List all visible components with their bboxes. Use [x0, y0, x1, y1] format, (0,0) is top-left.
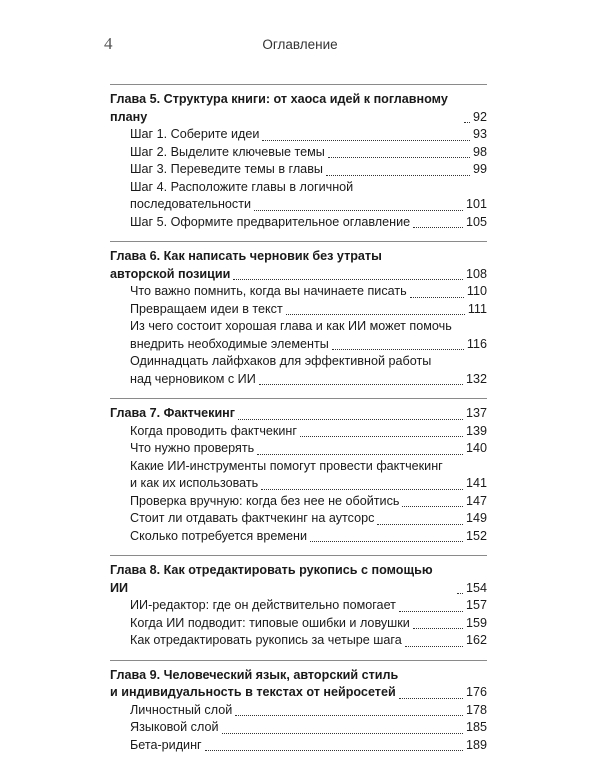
- toc-entry[interactable]: [110, 336, 487, 354]
- toc-entry[interactable]: [110, 196, 487, 214]
- entry-title: Шаг 1. Соберите идеи: [130, 127, 260, 141]
- dot-leader: [259, 372, 463, 385]
- chapter-heading[interactable]: [110, 91, 487, 126]
- dot-leader: [310, 529, 463, 542]
- dot-leader: [328, 145, 470, 158]
- dot-leader: [205, 738, 463, 751]
- page-ref: 98: [472, 144, 487, 159]
- dot-leader: [222, 721, 463, 734]
- chapter-title: Глава 5. Структура книги: от хаоса идей к поглавному плану: [110, 92, 448, 124]
- toc-entry[interactable]: [110, 126, 487, 144]
- page-ref: 162: [465, 633, 487, 647]
- running-title: Оглавление: [262, 37, 338, 52]
- chapter-title: и индивидуальность в текстах от нейросетей: [110, 685, 396, 699]
- page-ref: 185: [465, 720, 487, 734]
- dot-leader: [405, 634, 463, 647]
- page-ref: 141: [465, 476, 487, 490]
- page-ref: 105: [465, 214, 487, 229]
- page-ref: 147: [465, 493, 487, 508]
- entry-title: Когда ИИ подводит: типовые ошибки и ловушки: [130, 615, 410, 630]
- chapter-heading[interactable]: [110, 266, 487, 284]
- dot-leader: [399, 599, 463, 612]
- page-ref: 93: [472, 127, 487, 141]
- entry-title: Одиннадцать лайфхаков для эффективной работы: [130, 354, 432, 368]
- page-ref: 152: [465, 528, 487, 543]
- toc-entry[interactable]: [110, 702, 487, 720]
- toc-entry[interactable]: [110, 632, 487, 650]
- page-ref: 132: [465, 371, 487, 386]
- entry-title: Как отредактировать рукопись за четыре шага: [130, 633, 402, 647]
- entry-title: Превращаем идеи в текст: [130, 301, 283, 316]
- page-ref: 178: [465, 702, 487, 717]
- entry-title: Шаг 5. Оформите предварительное оглавление: [130, 214, 411, 229]
- entry-title: и как их использовать: [130, 476, 259, 490]
- page-ref: 92: [472, 109, 487, 124]
- dot-leader: [413, 616, 463, 629]
- entry-title: над черновиком с ИИ: [130, 371, 256, 386]
- chapter-title: Глава 9. Человеческий язык, авторский стиль: [110, 667, 399, 682]
- page-ref: 140: [465, 441, 487, 455]
- chapter-title: Глава 8. Как отредактировать рукопись с помощью ИИ: [110, 563, 433, 595]
- toc-entry[interactable]: [110, 214, 487, 232]
- entry-title: Проверка вручную: когда без нее не обойтись: [130, 493, 400, 508]
- page-number: 4: [104, 34, 113, 53]
- toc-entry[interactable]: [110, 440, 487, 458]
- toc-entry[interactable]: [110, 510, 487, 528]
- dot-leader: [254, 198, 463, 211]
- chapter-7: [110, 398, 487, 545]
- entry-title: Из чего состоит хорошая глава и как ИИ может помочь: [130, 319, 452, 333]
- chapter-title: авторской позиции: [110, 266, 231, 281]
- page-ref: 137: [465, 406, 487, 420]
- toc-entry[interactable]: [110, 719, 487, 737]
- toc-entry-line1[interactable]: [110, 179, 487, 197]
- dot-leader: [399, 686, 463, 699]
- entry-title: последовательности: [130, 197, 252, 211]
- dot-leader: [332, 337, 464, 350]
- dot-leader: [235, 703, 463, 716]
- page-ref: 110: [466, 284, 487, 298]
- entry-title: Что нужно проверять: [130, 441, 255, 455]
- dot-leader: [286, 302, 465, 315]
- entry-title: Бета-ридинг: [130, 737, 202, 752]
- dot-leader: [262, 128, 470, 141]
- entry-title: Стоит ли отдавать фактчекинг на аутсорс: [130, 511, 375, 525]
- page-ref: 189: [465, 737, 487, 752]
- toc-entry[interactable]: [110, 283, 487, 301]
- chapter-heading[interactable]: [110, 684, 487, 702]
- chapter-heading[interactable]: [110, 405, 487, 423]
- dot-leader: [326, 163, 470, 176]
- page-ref: 108: [465, 266, 487, 281]
- entry-title: Личностный слой: [130, 702, 233, 717]
- chapter-9: [110, 660, 487, 755]
- toc-entry[interactable]: [110, 737, 487, 755]
- toc-entry-line1[interactable]: [110, 458, 487, 476]
- dot-leader: [410, 285, 464, 298]
- entry-title: Шаг 3. Переведите темы в главы: [130, 162, 323, 176]
- page-ref: 157: [465, 598, 487, 612]
- toc-entry-line1[interactable]: [110, 353, 487, 371]
- entry-title: Что важно помнить, когда вы начинаете писать: [130, 284, 407, 298]
- entry-title: Шаг 4. Расположите главы в логичной: [130, 179, 354, 194]
- page-ref: 101: [465, 197, 487, 211]
- page-ref: 154: [465, 580, 487, 595]
- chapter-5: [110, 84, 487, 231]
- toc-entry[interactable]: [110, 493, 487, 511]
- dot-leader: [464, 110, 470, 123]
- entry-title: Сколько потребуется времени: [130, 528, 307, 543]
- page-ref: 116: [466, 336, 487, 351]
- dot-leader: [261, 477, 463, 490]
- toc-entry-line1[interactable]: [110, 318, 487, 336]
- page-ref: 176: [465, 685, 487, 699]
- entry-title: Когда проводить фактчекинг: [130, 423, 297, 438]
- page-ref: 111: [467, 301, 487, 316]
- dot-leader: [300, 424, 463, 437]
- toc-entry[interactable]: [110, 597, 487, 615]
- toc-entry[interactable]: [110, 423, 487, 441]
- toc-entry[interactable]: [110, 615, 487, 633]
- toc-entry[interactable]: [110, 475, 487, 493]
- page-ref: 149: [465, 511, 487, 525]
- entry-title: ИИ-редактор: где он действительно помогает: [130, 598, 396, 612]
- entry-title: Шаг 2. Выделите ключевые темы: [130, 144, 325, 159]
- chapter-8: [110, 555, 487, 650]
- toc-entry[interactable]: [110, 301, 487, 319]
- toc-entry[interactable]: [110, 161, 487, 179]
- chapter-heading[interactable]: [110, 562, 487, 597]
- entry-title: Какие ИИ-инструменты помогут провести фактчекинг: [130, 458, 443, 473]
- toc-entry[interactable]: [110, 144, 487, 162]
- toc-entry[interactable]: [110, 528, 487, 546]
- chapter-6: [110, 241, 487, 388]
- chapter-heading-line1[interactable]: [110, 667, 487, 685]
- dot-leader: [233, 267, 463, 280]
- page-ref: 99: [472, 162, 487, 176]
- chapter-title: Глава 7. Фактчекинг: [110, 406, 236, 420]
- entry-title: внедрить необходимые элементы: [130, 336, 329, 351]
- dot-leader: [413, 215, 463, 228]
- page-ref: 159: [465, 615, 487, 630]
- dot-leader: [402, 494, 463, 507]
- dot-leader: [238, 407, 463, 420]
- page-ref: 139: [465, 423, 487, 438]
- toc-entry[interactable]: [110, 371, 487, 389]
- dot-leader: [257, 442, 463, 455]
- chapter-heading-line1[interactable]: [110, 248, 487, 266]
- dot-leader: [457, 581, 463, 594]
- entry-title: Языковой слой: [130, 720, 219, 734]
- chapter-title: Глава 6. Как написать черновик без утраты: [110, 249, 382, 263]
- dot-leader: [377, 512, 463, 525]
- table-of-contents: [110, 84, 487, 764]
